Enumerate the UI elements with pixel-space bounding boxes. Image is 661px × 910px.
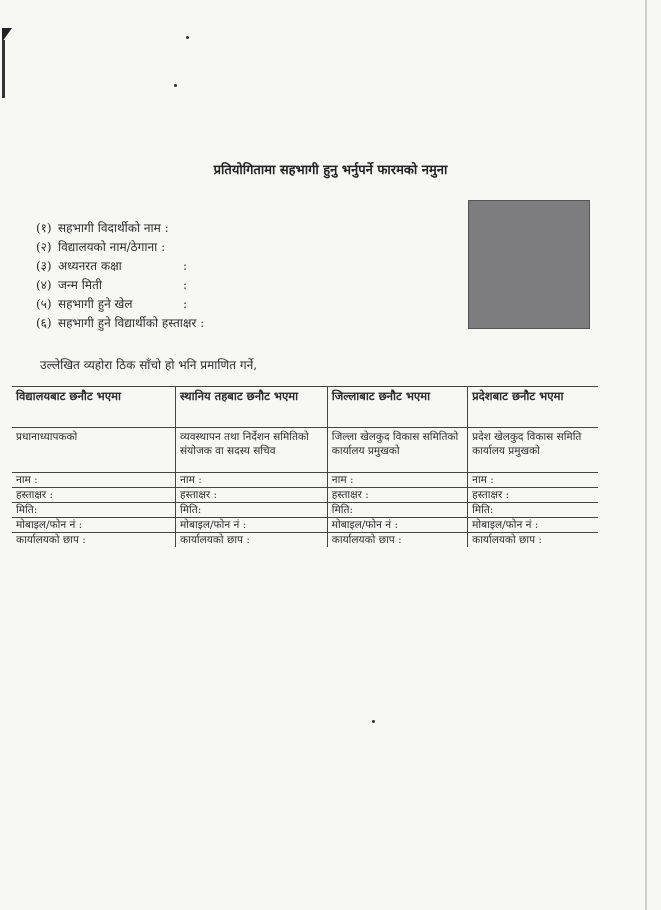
table-row-date [12, 503, 598, 518]
table-row-stamp [12, 533, 598, 548]
field-label: सहभागी हुने विद्यार्थीको हस्ताक्षर : [58, 316, 205, 330]
table-cell: नाम : [327, 473, 467, 488]
table-cell: मोबाइल/फोन नं : [176, 518, 328, 533]
table-cell: कार्यालयको छाप : [468, 533, 598, 548]
table-row-signature [12, 488, 598, 503]
participant-fields [36, 219, 204, 333]
table-cell: कार्यालयको छाप : [16, 534, 86, 546]
field-label: विद्यालयको नाम/ठेगाना : [58, 240, 166, 254]
table-cell: मिति: [12, 503, 176, 518]
approval-table [12, 386, 598, 547]
table-cell: कार्यालयको छाप : [176, 533, 328, 548]
scan-speck [372, 720, 375, 723]
page-title: प्रतियोगितामा सहभागी हुनु भर्नुपर्ने फारमको नमुना [213, 163, 448, 178]
table-row-name [12, 473, 598, 488]
table-cell: हस्ताक्षर : [176, 488, 328, 503]
field-colon: : [183, 297, 188, 311]
field-colon: : [183, 259, 188, 273]
table-cell: मोबाइल/फोन नं : [12, 518, 176, 533]
field-label: सहभागी विदार्थीको नाम : [58, 221, 169, 235]
table-row-official [12, 428, 598, 473]
header-province: प्रदेशबाट छनौट भएमा [468, 387, 598, 428]
field-sport [36, 295, 204, 314]
table-header-row [12, 387, 598, 428]
field-birth-date [36, 276, 204, 295]
scan-speck [174, 84, 177, 87]
field-school-address [36, 238, 204, 257]
table-row-phone [12, 518, 598, 533]
table-cell: मोबाइल/फोन नं : [327, 518, 467, 533]
field-number: (२) [36, 240, 52, 254]
header-school: विद्यालयबाट छनौट भएमा [12, 387, 176, 428]
field-number: (४) [36, 278, 52, 292]
scan-corner-line [2, 40, 5, 98]
photo-box [468, 200, 590, 329]
field-label: अध्यनरत कक्षा [58, 259, 122, 273]
field-student-name [36, 219, 204, 238]
field-number: (१) [36, 221, 52, 235]
table-cell: व्यवस्थापन तथा निर्देशन समितिको संयोजक वा सदस्य सचिव [176, 428, 328, 473]
field-class [36, 257, 204, 276]
scan-edge [645, 0, 647, 910]
field-label: जन्म मिती [58, 278, 102, 292]
certification-text: उल्लेखित व्यहोरा ठिक साँचो हो भनि प्रमाणित गर्ने, [40, 358, 258, 372]
field-number: (६) [36, 316, 52, 330]
table-cell: प्रधानाध्यापकको [12, 428, 176, 473]
table-cell: कार्यालयको छाप : [327, 533, 467, 548]
header-district: जिल्लाबाट छनौट भएमा [327, 387, 467, 428]
table-cell: नाम : [12, 473, 176, 488]
table-cell: मिति: [468, 503, 598, 518]
table-cell: हस्ताक्षर : [327, 488, 467, 503]
table-cell: नाम : [468, 473, 598, 488]
field-signature [36, 314, 204, 333]
field-number: (३) [36, 259, 52, 273]
table-cell: हस्ताक्षर : [468, 488, 598, 503]
table-cell: मिति: [327, 503, 467, 518]
table-cell: मिति: [176, 503, 328, 518]
field-label: सहभागी हुने खेल [58, 297, 133, 311]
table-cell: मोबाइल/फोन नं : [468, 518, 598, 533]
table-cell: हस्ताक्षर : [12, 488, 176, 503]
table-cell: प्रदेश खेलकुद विकास समिति कार्यालय प्रमुखको [468, 428, 598, 473]
scan-speck [186, 36, 189, 39]
table-cell: जिल्ला खेलकुद विकास समितिको कार्यालय प्रमुखको [327, 428, 467, 473]
field-colon: : [183, 278, 188, 292]
table-cell: नाम : [176, 473, 328, 488]
header-local: स्थानिय तहबाट छनौट भएमा [176, 387, 328, 428]
field-number: (५) [36, 297, 52, 311]
